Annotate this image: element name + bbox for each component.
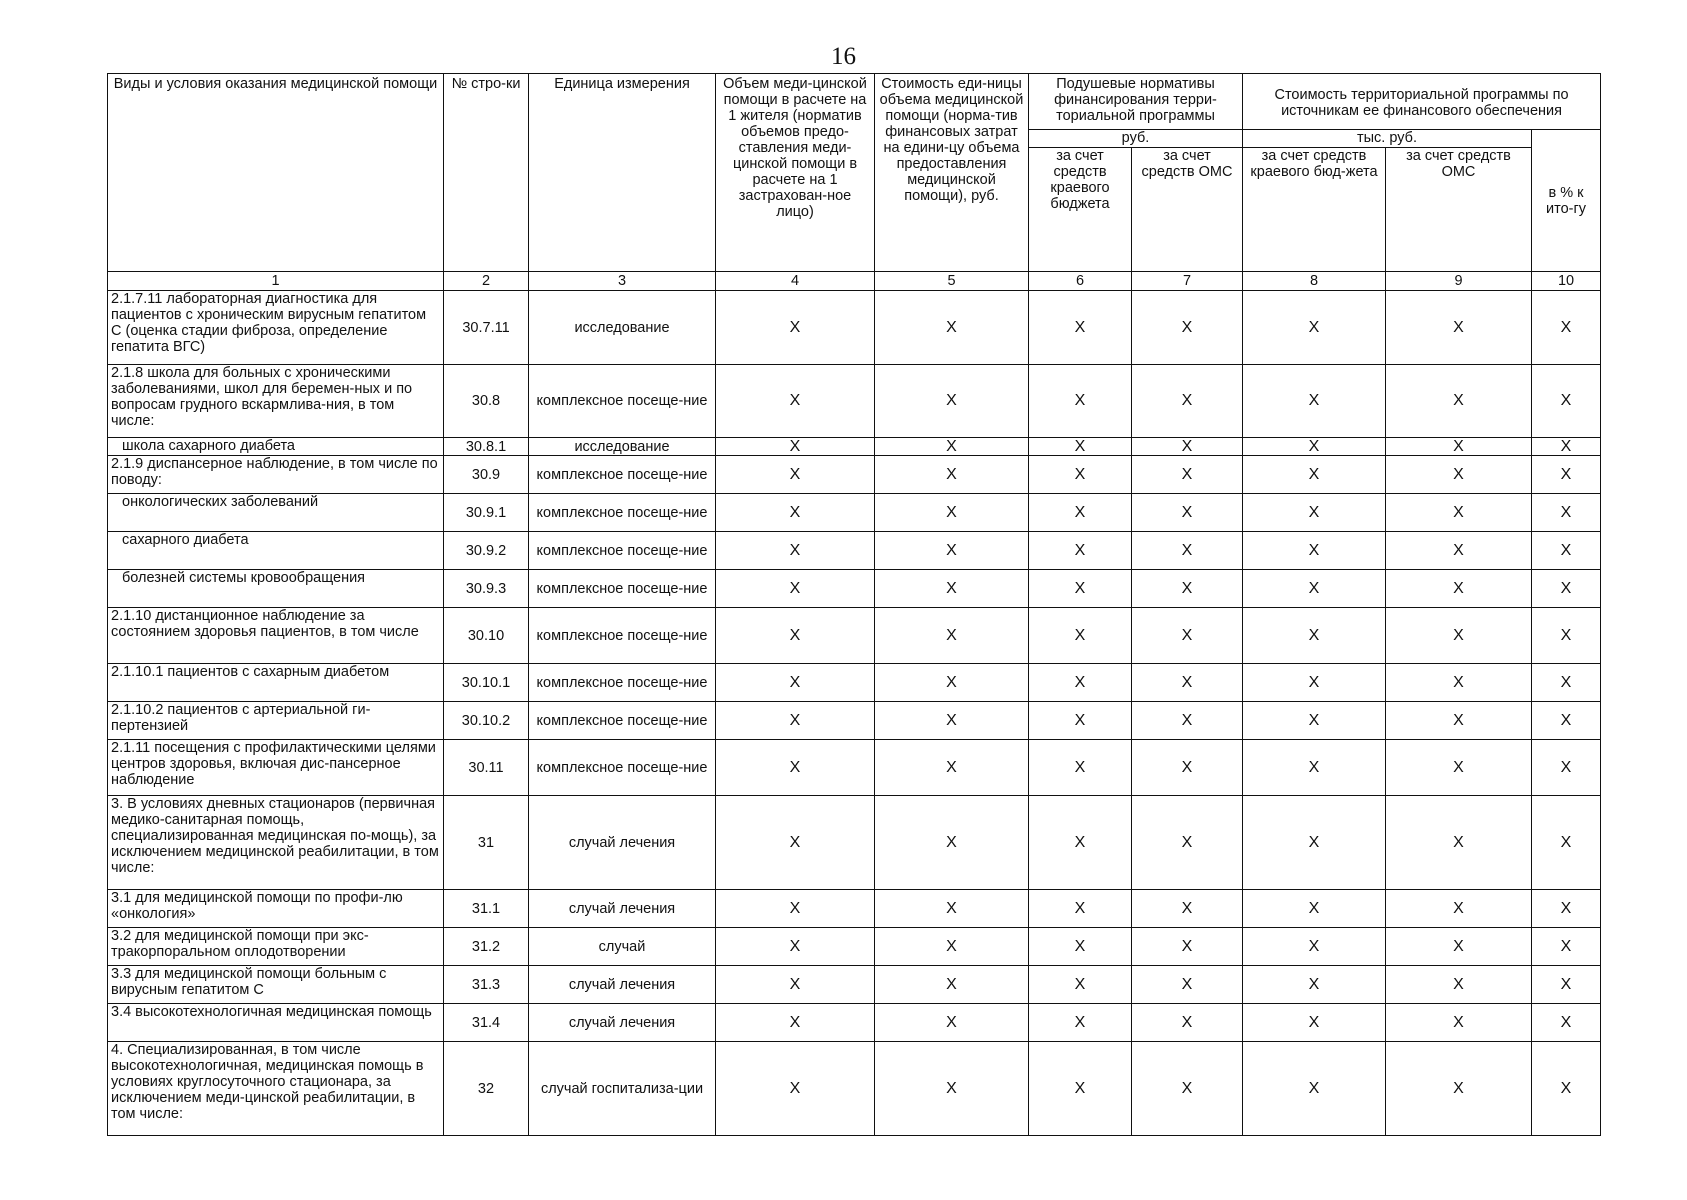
cell-value: X [1132, 1004, 1243, 1042]
cell-value: X [1029, 1042, 1132, 1136]
cell-value: X [1532, 608, 1601, 664]
row-unit: случай лечения [529, 890, 716, 928]
row-name: школа сахарного диабета [108, 438, 444, 456]
cell-value: X [875, 1004, 1029, 1042]
table-row [108, 291, 1601, 365]
header-per-capita-oms: за счет средств ОМС [1132, 148, 1243, 272]
cell-value: X [1132, 291, 1243, 365]
table-row [108, 702, 1601, 740]
cell-value: X [875, 438, 1029, 456]
cell-value: X [1029, 532, 1132, 570]
cell-value: X [716, 740, 875, 796]
cell-value: X [1386, 1042, 1532, 1136]
header-program-cost-unit: тыс. руб. [1243, 130, 1532, 148]
table-body [108, 291, 1601, 1136]
cell-value: X [1132, 664, 1243, 702]
cell-value: X [1386, 456, 1532, 494]
table-row [108, 796, 1601, 890]
cell-value: X [1386, 664, 1532, 702]
cell-value: X [1132, 740, 1243, 796]
table-row [108, 365, 1601, 438]
row-unit: комплексное посеще-ние [529, 456, 716, 494]
cell-value: X [1132, 702, 1243, 740]
cell-value: X [1532, 438, 1601, 456]
row-name: 3. В условиях дневных стационаров (первичная медико-санитарная помощь, специализированная медицинская по-мощь), за исключением медицинской реабилитации, в том числе: [108, 796, 444, 890]
row-name: 3.4 высокотехнологичная медицинская помощь [108, 1004, 444, 1042]
cell-value: X [1243, 1042, 1386, 1136]
table-row [108, 438, 1601, 456]
cell-value: X [1243, 456, 1386, 494]
table-row [108, 664, 1601, 702]
cell-value: X [1532, 740, 1601, 796]
cell-value: X [716, 928, 875, 966]
cell-value: X [1243, 608, 1386, 664]
cell-value: X [1243, 928, 1386, 966]
cell-value: X [1029, 438, 1132, 456]
row-name: 2.1.11 посещения с профилактическими целями центров здоровья, включая дис-пансерное наблюдение [108, 740, 444, 796]
cell-value: X [1243, 438, 1386, 456]
row-unit: случай лечения [529, 1004, 716, 1042]
row-name: 2.1.8 школа для больных с хроническими заболеваниями, школ для беремен-ных и по вопросам грудного вскармлива-ния, в том числе: [108, 365, 444, 438]
cell-value: X [1243, 532, 1386, 570]
header-types-conditions: Виды и условия оказания медицинской помощи [108, 74, 444, 272]
cell-value: X [1243, 570, 1386, 608]
cell-value: X [1132, 966, 1243, 1004]
header-program-cost-group: Стоимость территориальной программы по источникам ее финансового обеспечения [1243, 74, 1601, 130]
cell-value: X [875, 494, 1029, 532]
row-code: 30.11 [444, 740, 529, 796]
header-cost-regional-budget: за счет средств краевого бюд-жета [1243, 148, 1386, 272]
cell-value: X [1029, 456, 1132, 494]
cell-value: X [1532, 966, 1601, 1004]
header-row-number: № стро-ки [444, 74, 529, 272]
cell-value: X [1386, 608, 1532, 664]
row-code: 30.9.2 [444, 532, 529, 570]
row-code: 30.8 [444, 365, 529, 438]
header-per-capita-regional-budget: за счет средств краевого бюджета [1029, 148, 1132, 272]
cell-value: X [1386, 1004, 1532, 1042]
header-unit: Единица измерения [529, 74, 716, 272]
cell-value: X [1029, 291, 1132, 365]
cell-value: X [1532, 456, 1601, 494]
row-unit: исследование [529, 291, 716, 365]
row-name: сахарного диабета [108, 532, 444, 570]
cell-value: X [875, 456, 1029, 494]
cell-value: X [875, 664, 1029, 702]
cell-value: X [1386, 291, 1532, 365]
cell-value: X [1132, 928, 1243, 966]
row-code: 30.8.1 [444, 438, 529, 456]
cell-value: X [716, 890, 875, 928]
column-number: 5 [875, 272, 1029, 291]
row-name: 2.1.9 диспансерное наблюдение, в том числе по поводу: [108, 456, 444, 494]
cell-value: X [875, 532, 1029, 570]
cell-value: X [1029, 966, 1132, 1004]
cell-value: X [1532, 928, 1601, 966]
cell-value: X [1532, 1004, 1601, 1042]
cell-value: X [1386, 365, 1532, 438]
row-unit: комплексное посеще-ние [529, 570, 716, 608]
cell-value: X [1386, 532, 1532, 570]
cell-value: X [1132, 1042, 1243, 1136]
cell-value: X [716, 291, 875, 365]
header-volume-per-resident: Объем меди-цинской помощи в расчете на 1 жителя (норматив объемов предо-ставления меди-цинской помощи в расчете на 1 застрахован-ное лицо) [716, 74, 875, 272]
cell-value: X [1132, 890, 1243, 928]
row-name: 2.1.7.11 лабораторная диагностика для пациентов с хроническим вирусным гепатитом С (оценка стадии фиброза, определение гепатита ВГС) [108, 291, 444, 365]
table-row [108, 494, 1601, 532]
cell-value: X [875, 966, 1029, 1004]
row-unit: случай [529, 928, 716, 966]
row-code: 31.4 [444, 1004, 529, 1042]
row-unit: комплексное посеще-ние [529, 664, 716, 702]
row-unit: случай лечения [529, 796, 716, 890]
cell-value: X [1386, 890, 1532, 928]
cell-value: X [875, 740, 1029, 796]
row-code: 30.7.11 [444, 291, 529, 365]
cell-value: X [1532, 1042, 1601, 1136]
row-code: 31 [444, 796, 529, 890]
cell-value: X [716, 365, 875, 438]
cell-value: X [1243, 966, 1386, 1004]
cell-value: X [1386, 740, 1532, 796]
cell-value: X [1386, 438, 1532, 456]
column-number: 10 [1532, 272, 1601, 291]
cell-value: X [875, 570, 1029, 608]
cell-value: X [1029, 928, 1132, 966]
cell-value: X [1386, 928, 1532, 966]
cell-value: X [1243, 291, 1386, 365]
cell-value: X [1386, 796, 1532, 890]
table-header [108, 74, 1601, 291]
cell-value: X [716, 608, 875, 664]
header-percent-of-total: в % к ито-гу [1532, 130, 1601, 272]
row-unit: исследование [529, 438, 716, 456]
cell-value: X [1532, 796, 1601, 890]
cell-value: X [1132, 570, 1243, 608]
cell-value: X [716, 1042, 875, 1136]
cell-value: X [1532, 494, 1601, 532]
column-number: 2 [444, 272, 529, 291]
row-name: 3.3 для медицинской помощи больным с вирусным гепатитом С [108, 966, 444, 1004]
table-row [108, 570, 1601, 608]
column-number: 4 [716, 272, 875, 291]
cell-value: X [1243, 365, 1386, 438]
header-unit-cost: Стоимость еди-ницы объема медицинской помощи (норма-тив финансовых затрат на едини-цу объема предоставления медицинской помощи), руб. [875, 74, 1029, 272]
row-code: 31.3 [444, 966, 529, 1004]
cell-value: X [1132, 456, 1243, 494]
cell-value: X [716, 664, 875, 702]
table-row [108, 1004, 1601, 1042]
cell-value: X [1132, 532, 1243, 570]
row-code: 31.1 [444, 890, 529, 928]
row-code: 31.2 [444, 928, 529, 966]
table-row [108, 966, 1601, 1004]
table-row [108, 456, 1601, 494]
table-row [108, 532, 1601, 570]
cell-value: X [716, 456, 875, 494]
cell-value: X [1029, 365, 1132, 438]
cell-value: X [1029, 664, 1132, 702]
cell-value: X [875, 890, 1029, 928]
row-unit: комплексное посеще-ние [529, 494, 716, 532]
cell-value: X [1532, 365, 1601, 438]
cell-value: X [1532, 570, 1601, 608]
cell-value: X [716, 1004, 875, 1042]
cell-value: X [716, 796, 875, 890]
cell-value: X [1386, 494, 1532, 532]
column-number-row [108, 272, 1601, 291]
cell-value: X [1132, 608, 1243, 664]
row-name: болезней системы кровообращения [108, 570, 444, 608]
header-cost-oms: за счет средств ОМС [1386, 148, 1532, 272]
cell-value: X [1132, 796, 1243, 890]
row-name: онкологических заболеваний [108, 494, 444, 532]
column-number: 3 [529, 272, 716, 291]
cell-value: X [1029, 608, 1132, 664]
table-row [108, 1042, 1601, 1136]
row-unit: комплексное посеще-ние [529, 740, 716, 796]
row-name: 4. Специализированная, в том числе высокотехнологичная, медицинская помощь в условиях круглосуточного стационара, за исключением меди-цинской реабилитации, в том числе: [108, 1042, 444, 1136]
row-code: 30.9.1 [444, 494, 529, 532]
row-code: 30.9 [444, 456, 529, 494]
table-row [108, 608, 1601, 664]
table-row [108, 890, 1601, 928]
cell-value: X [1243, 664, 1386, 702]
column-number: 6 [1029, 272, 1132, 291]
cell-value: X [1243, 702, 1386, 740]
row-unit: комплексное посеще-ние [529, 608, 716, 664]
cell-value: X [1386, 570, 1532, 608]
row-name: 2.1.10.1 пациентов с сахарным диабетом [108, 664, 444, 702]
cell-value: X [1029, 796, 1132, 890]
row-code: 30.9.3 [444, 570, 529, 608]
row-name: 2.1.10 дистанционное наблюдение за состоянием здоровья пациентов, в том числе [108, 608, 444, 664]
cell-value: X [1132, 438, 1243, 456]
cell-value: X [1532, 532, 1601, 570]
row-code: 30.10 [444, 608, 529, 664]
cell-value: X [716, 966, 875, 1004]
cell-value: X [1029, 494, 1132, 532]
row-name: 3.2 для медицинской помощи при экс-тракорпоральном оплодотворении [108, 928, 444, 966]
cell-value: X [875, 796, 1029, 890]
row-name: 3.1 для медицинской помощи по профи-лю «онкология» [108, 890, 444, 928]
row-unit: комплексное посеще-ние [529, 702, 716, 740]
row-code: 32 [444, 1042, 529, 1136]
cell-value: X [1243, 796, 1386, 890]
column-number: 7 [1132, 272, 1243, 291]
cell-value: X [716, 570, 875, 608]
cell-value: X [1532, 890, 1601, 928]
cell-value: X [1243, 890, 1386, 928]
row-code: 30.10.2 [444, 702, 529, 740]
cell-value: X [1132, 494, 1243, 532]
row-unit: случай госпитализа-ции [529, 1042, 716, 1136]
row-unit: случай лечения [529, 966, 716, 1004]
cell-value: X [1029, 740, 1132, 796]
cell-value: X [1029, 702, 1132, 740]
table-row [108, 928, 1601, 966]
page-number: 16 [831, 43, 856, 70]
cell-value: X [1386, 966, 1532, 1004]
cell-value: X [716, 702, 875, 740]
cell-value: X [875, 1042, 1029, 1136]
cell-value: X [716, 494, 875, 532]
cell-value: X [1532, 664, 1601, 702]
cell-value: X [875, 291, 1029, 365]
header-per-capita-group: Подушевые нормативы финансирования терри-ториальной программы [1029, 74, 1243, 130]
column-number: 1 [108, 272, 444, 291]
cell-value: X [1386, 702, 1532, 740]
row-unit: комплексное посеще-ние [529, 532, 716, 570]
cell-value: X [1532, 702, 1601, 740]
cell-value: X [1029, 1004, 1132, 1042]
cell-value: X [875, 928, 1029, 966]
cell-value: X [875, 365, 1029, 438]
program-table [107, 73, 1601, 1136]
cell-value: X [1532, 291, 1601, 365]
column-number: 8 [1243, 272, 1386, 291]
row-name: 2.1.10.2 пациентов с артериальной ги-пертензией [108, 702, 444, 740]
cell-value: X [1029, 570, 1132, 608]
cell-value: X [716, 532, 875, 570]
cell-value: X [1243, 1004, 1386, 1042]
row-code: 30.10.1 [444, 664, 529, 702]
table-row [108, 740, 1601, 796]
cell-value: X [875, 702, 1029, 740]
cell-value: X [1243, 494, 1386, 532]
cell-value: X [1243, 740, 1386, 796]
row-unit: комплексное посеще-ние [529, 365, 716, 438]
cell-value: X [716, 438, 875, 456]
header-per-capita-unit: руб. [1029, 130, 1243, 148]
cell-value: X [875, 608, 1029, 664]
cell-value: X [1029, 890, 1132, 928]
column-number: 9 [1386, 272, 1532, 291]
cell-value: X [1132, 365, 1243, 438]
